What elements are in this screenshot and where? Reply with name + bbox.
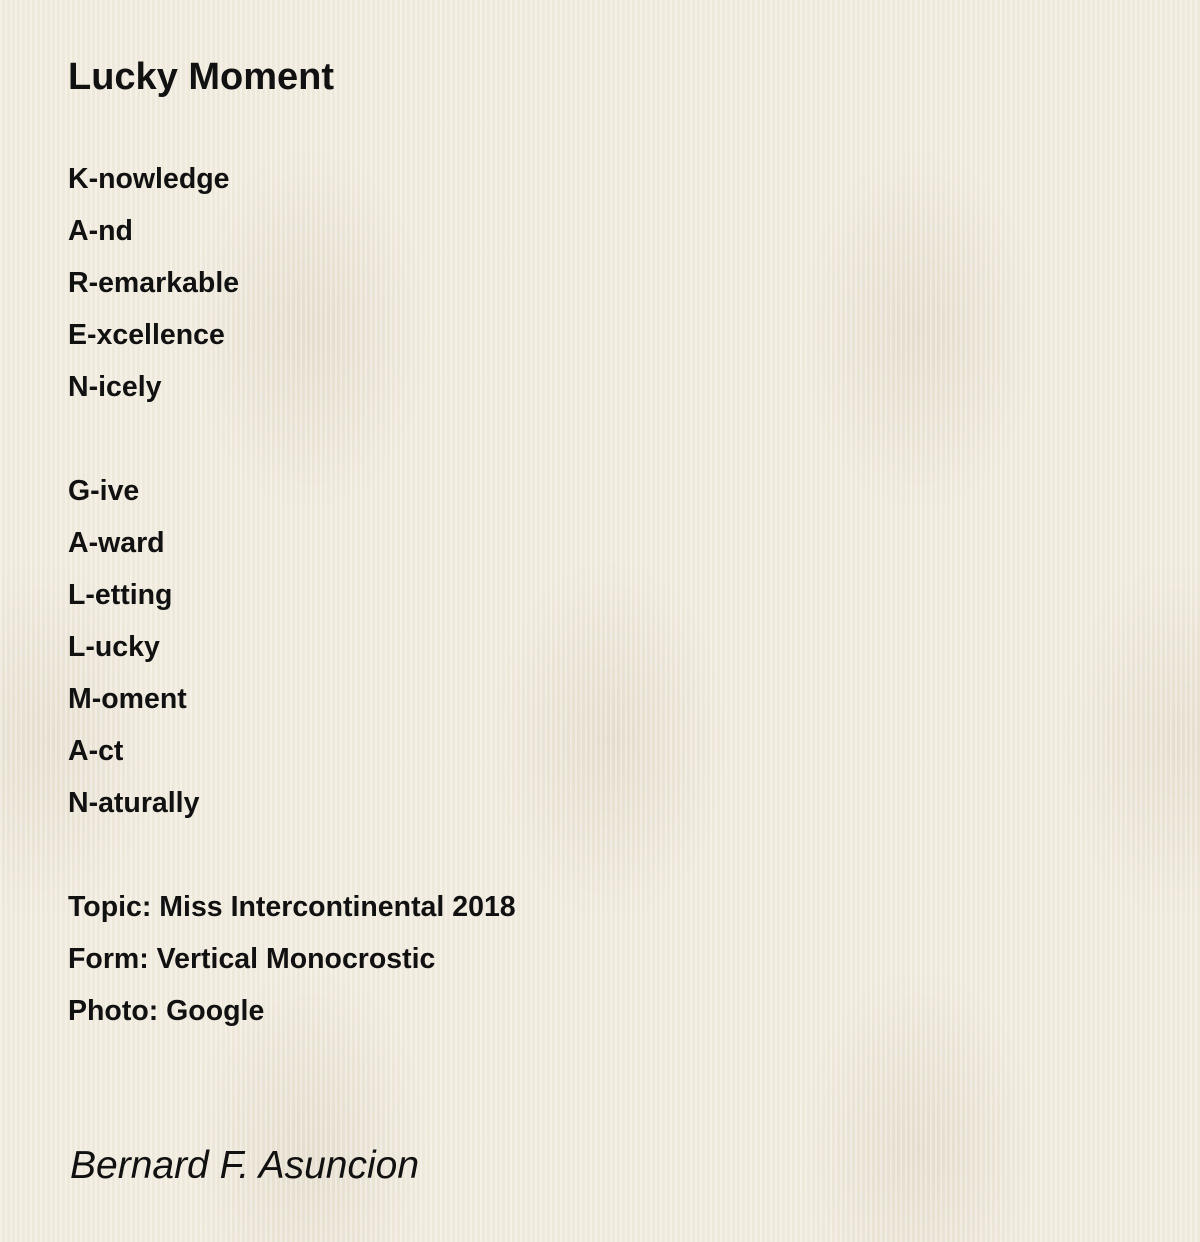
form-line: Form: Vertical Monocrostic (68, 943, 436, 975)
poem-line: E-xcellence (68, 319, 225, 351)
poem-line: K-nowledge (68, 163, 230, 195)
author-name: Bernard F. Asuncion (70, 1144, 420, 1187)
poem-line: A-nd (68, 215, 133, 247)
poem-title: Lucky Moment (68, 56, 335, 98)
stanza-karen (68, 153, 968, 413)
poem-line: R-emarkable (68, 267, 240, 299)
topic-line: Topic: Miss Intercontinental 2018 (68, 891, 516, 923)
poem-line: L-etting (68, 579, 173, 611)
poem-line: A-ward (68, 527, 165, 559)
poem-body (68, 153, 968, 1089)
photo-credit-line: Photo: Google (68, 995, 265, 1027)
stanza-gallman (68, 465, 968, 829)
poem-line: G-ive (68, 475, 140, 507)
poem-line: A-ct (68, 735, 124, 767)
poem-line: N-aturally (68, 787, 200, 819)
poem-notes (68, 881, 968, 1037)
poem-line: M-oment (68, 683, 187, 715)
poem-line: L-ucky (68, 631, 160, 663)
poem-line: N-icely (68, 371, 162, 403)
